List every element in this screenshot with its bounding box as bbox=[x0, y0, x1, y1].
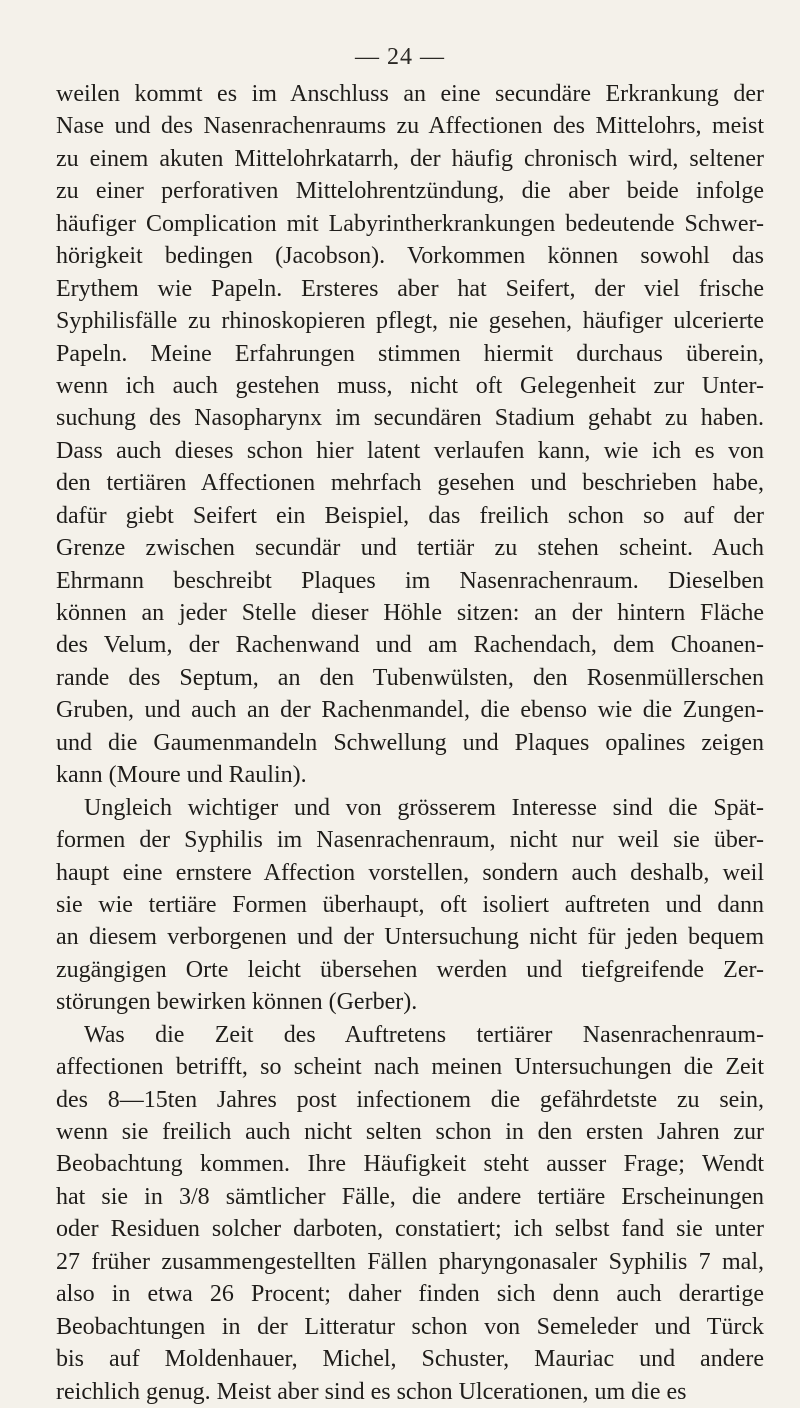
page-number: — 24 — bbox=[355, 44, 445, 70]
paragraph-start-line: Ungleich wichtiger und von grösserem Interesse sind die Spät- bbox=[84, 794, 764, 821]
text-line: zugängigen Orte leicht übersehen werden und tiefgreifende Zer- bbox=[56, 956, 764, 983]
text-line: bis auf Moldenhauer, Michel, Schuster, Mauriac und andere bbox=[56, 1346, 764, 1373]
text-line: suchung des Nasopharynx im secundären Stadium gehabt zu haben. bbox=[56, 405, 764, 432]
paragraph-start-line: Was die Zeit des Auftretens tertiärer Nasenrachenraum- bbox=[84, 1021, 764, 1048]
text-line: hat sie in 3/8 sämtlicher Fälle, die andere tertiäre Erscheinungen bbox=[56, 1183, 764, 1210]
text-line: Dass auch dieses schon hier latent verlaufen kann, wie ich es von bbox=[56, 437, 764, 464]
text-line: des Velum, der Rachenwand und am Rachendach, dem Choanen- bbox=[56, 632, 764, 659]
text-line: formen der Syphilis im Nasenrachenraum, nicht nur weil sie über- bbox=[56, 827, 764, 854]
text-line: weilen kommt es im Anschluss an eine secundäre Erkrankung der bbox=[56, 81, 764, 107]
text-line: 27 früher zusammengestellten Fällen pharyngonasaler Syphilis 7 mal, bbox=[56, 1248, 764, 1275]
text-line: häufiger Complication mit Labyrintherkrankungen bedeutende Schwer- bbox=[56, 210, 764, 237]
paragraph-end-line: kann (Moure und Raulin). bbox=[56, 762, 307, 789]
text-line: und die Gaumenmandeln Schwellung und Plaques opalines zeigen bbox=[56, 729, 764, 756]
text-line: also in etwa 26 Procent; daher finden sich denn auch derartige bbox=[56, 1281, 764, 1308]
text-line: zu einer perforativen Mittelohrentzündung, die aber beide infolge bbox=[56, 178, 764, 205]
text-line: reichlich genug. Meist aber sind es schon Ulcerationen, um die es bbox=[56, 1378, 687, 1405]
text-line: Papeln. Meine Erfahrungen stimmen hiermit durchaus überein, bbox=[56, 340, 764, 367]
text-line: können an jeder Stelle dieser Höhle sitzen: an der hintern Fläche bbox=[56, 600, 764, 626]
text-line: an diesem verborgenen und der Untersuchung nicht für jeden bequem bbox=[56, 924, 764, 951]
text-line: sie wie tertiäre Formen überhaupt, oft isoliert auftreten und dann bbox=[56, 891, 764, 918]
text-line: zu einem akuten Mittelohrkatarrh, der häufig chronisch wird, seltener bbox=[56, 145, 764, 172]
text-line: Syphilisfälle zu rhinoskopieren pflegt, nie gesehen, häufiger ulcerierte bbox=[56, 308, 764, 335]
text-line: Beobachtung kommen. Ihre Häufigkeit steht ausser Frage; Wendt bbox=[56, 1151, 764, 1178]
text-line: rande des Septum, an den Tubenwülsten, den Rosenmüllerschen bbox=[56, 664, 764, 691]
text-line: haupt eine ernstere Affection vorstellen, sondern auch deshalb, weil bbox=[56, 859, 764, 886]
text-line: wenn ich auch gestehen muss, nicht oft Gelegenheit zur Unter- bbox=[56, 372, 764, 399]
text-line: Ehrmann beschreibt Plaques im Nasenrachenraum. Dieselben bbox=[56, 567, 764, 594]
text-line: Nase und des Nasenrachenraums zu Affectionen des Mittelohrs, meist bbox=[56, 113, 764, 140]
text-line: Grenze zwischen secundär und tertiär zu stehen scheint. Auch bbox=[56, 535, 764, 562]
text-line: den tertiären Affectionen mehrfach gesehen und beschrieben habe, bbox=[56, 470, 764, 497]
paragraph-end-line: störungen bewirken können (Gerber). bbox=[56, 989, 418, 1016]
body-text bbox=[56, 78, 764, 1408]
text-line: oder Residuen solcher darboten, constatiert; ich selbst fand sie unter bbox=[56, 1216, 764, 1243]
text-line: dafür giebt Seifert ein Beispiel, das freilich schon so auf der bbox=[56, 502, 764, 529]
text-line: affectionen betrifft, so scheint nach meinen Untersuchungen die Zeit bbox=[56, 1054, 764, 1081]
text-line: Erythem wie Papeln. Ersteres aber hat Seifert, der viel frische bbox=[56, 275, 764, 302]
text-line: hörigkeit bedingen (Jacobson). Vorkommen können sowohl das bbox=[56, 243, 764, 270]
text-line: Beobachtungen in der Litteratur schon von Semeleder und Türck bbox=[56, 1313, 764, 1340]
text-line: des 8—15ten Jahres post infectionem die gefährdetste zu sein, bbox=[56, 1086, 764, 1113]
text-line: wenn sie freilich auch nicht selten schon in den ersten Jahren zur bbox=[56, 1119, 764, 1145]
text-line: Gruben, und auch an der Rachenmandel, die ebenso wie die Zungen- bbox=[56, 697, 764, 724]
